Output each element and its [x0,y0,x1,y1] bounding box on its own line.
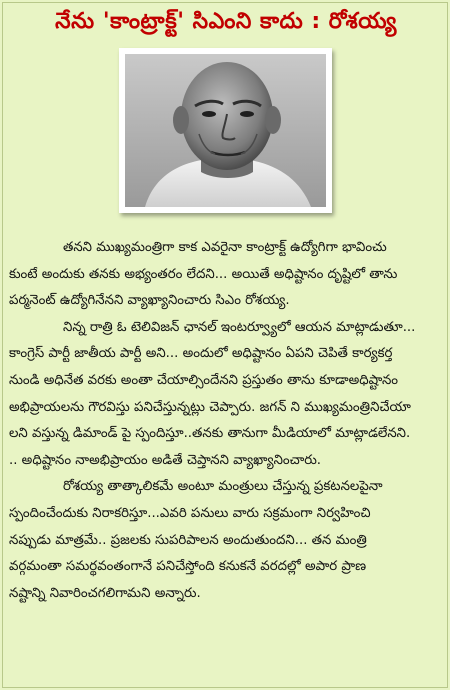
paragraph-2 [9,315,447,475]
text-line: స్పందించేందుకు నిరాకరిస్తూ...ఎవరి పనులు వారు సక్రమంగా నిర్వహించి [9,505,371,521]
text-line: నుండి అధినేత వరకు అంతా చేయాల్సిందేనని ప్రస్తుతం తాను కూడాఅధిష్టానం [9,372,399,388]
headline: నేను 'కాంట్రాక్ట్' సిఎంని కాదు : రోశయ్య [55,9,397,34]
text-line: వర్గమంతా సమర్థవంతంగానే పనిచేస్తోంది కనుకనే వరదల్లో అపార ప్రాణ [9,559,367,575]
portrait-image [125,54,326,207]
paragraph-3 [9,474,447,607]
text-line: కాంగ్రెస్ పార్టీ జాతీయ పార్టీ అని... అందులో అధిష్టానం ఏపని చెపితే కార్యకర్త [9,346,393,362]
article-body [9,235,447,607]
text-line: నిన్న రాత్రి ఓ టెలివిజన్ ఛానల్ ఇంటర్వ్యూలో ఆయన మాట్లాడుతూ... [63,319,416,335]
text-line: లని వస్తున్న డిమాండ్ పై స్పందిస్తూ..తనకు తానుగా మీడియాలో మాట్లాడలేనని. [9,426,411,442]
text-line: నష్టాన్ని నివారించగలిగామని అన్నారు. [9,585,201,601]
article-page [2,2,448,688]
portrait-photo [119,48,332,213]
text-line: .. అధిష్టానం నాఅభిప్రాయం అడితే చెప్తానని వ్యాఖ్యానించారు. [9,452,322,468]
text-line: తనని ముఖ్యమంత్రిగా కాక ఎవరైనా కాంట్రాక్ట్ ఉద్యోగిగా భావించు [63,240,387,255]
text-line: రోశయ్య తాత్కాలికమే అంటూ మంత్రులు చేస్తున్న ప్రకటనలపైనా [63,479,383,495]
text-line: కుంటే అందుకు తనకు అభ్యంతరం లేదని... అయితే అధిష్టానం దృష్టిలో తాను [9,266,398,282]
paragraph-1 [9,235,447,315]
text-line: పర్మనెంట్ ఉద్యోగినేనని వ్యాఖ్యానించారు సిఎం రోశయ్య. [9,293,290,309]
text-line: నప్పుడు మాత్రమే.. ప్రజలకు సుపరిపాలన అందుతుందని... తన మంత్రి [9,532,367,548]
text-line: అభిప్రాయలను గౌరవిస్తు పనిచేస్తున్నట్లు చెప్పారు. జగన్ ని ముఖ్యమంత్రినిచేయా [9,399,411,415]
